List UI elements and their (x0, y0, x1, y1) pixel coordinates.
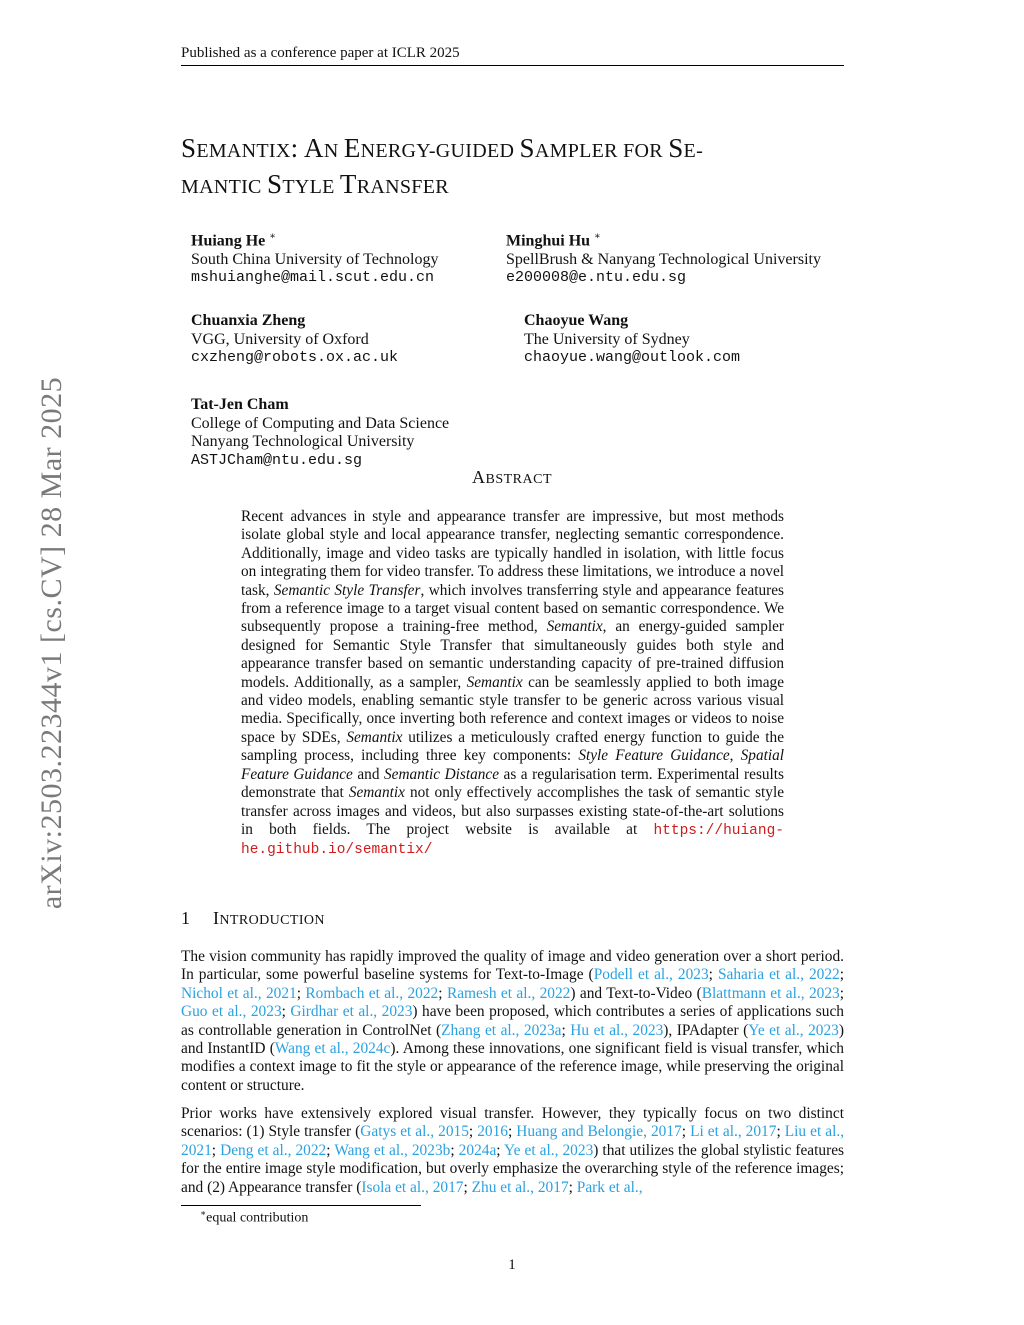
body-text: ). Among these innovations, one significant field is visual transfer, which modifies a context image to fit the style or appearance of the reference image, while preserving the original content or structure. (181, 1040, 844, 1094)
citation-link[interactable]: Hu et al., 2023 (570, 1021, 664, 1039)
author-block (506, 228, 821, 288)
body-text: Prior works have extensively explored visual transfer. However, they typically focus on two distinct scenarios: (1) Style transfer ( (181, 1105, 844, 1141)
citation-link[interactable]: Gatys et al., 2015 (360, 1123, 469, 1141)
title-segment: NERGY-GUIDED (360, 140, 520, 162)
body-text: Recent advances in style and appearance transfer are impressive, but most methods isolate global style and local appearance transfer, neglecting semantic correspondence. Additionally, image and video tasks are typically handled in isolation, with little focus on integrating them for video transfer. To address these limitations, we introduce a novel task, (241, 508, 784, 599)
body-text: ; (496, 1141, 505, 1159)
author-email[interactable]: mshuianghe@mail.scut.edu.cn (191, 269, 435, 287)
abstract-body (241, 508, 784, 860)
emphasis-text: Semantic Style Transfer (273, 581, 421, 599)
body-text: as a regularisation term. Experimental results demonstrate that (241, 765, 784, 802)
citation-link[interactable]: Ye et al., 2023 (504, 1141, 594, 1159)
title-segment: S (519, 133, 535, 163)
author-name: Chuanxia Zheng (191, 312, 306, 329)
title-segment: AMPLER FOR (534, 140, 669, 162)
citation-link[interactable]: Nichol et al., 2021 (181, 984, 297, 1002)
author-name: Huiang He ∗ (191, 231, 277, 250)
body-text: ) and InstantID ( (181, 1021, 844, 1058)
author-name: Tat-Jen Cham (191, 396, 289, 413)
title-segment: S (181, 133, 197, 163)
citation-link[interactable]: Saharia et al., 2022 (717, 966, 840, 984)
author-name: Minghui Hu ∗ (506, 231, 601, 250)
body-text: ; (776, 1123, 785, 1141)
emphasis-text: Spatial Feature Guidance (241, 747, 784, 783)
citation-link[interactable]: 2024a (458, 1141, 497, 1159)
citation-link[interactable]: Ye et al., 2023 (748, 1021, 839, 1039)
paper-title (181, 132, 861, 204)
citation-link[interactable]: Wang et al., 2023b (334, 1141, 451, 1159)
intro-paragraph-2 (181, 1105, 844, 1197)
emphasis-text: Semantix (348, 784, 405, 802)
body-text: ; (839, 966, 845, 984)
citation-link[interactable]: 2016 (477, 1123, 508, 1141)
body-text: ; (450, 1141, 459, 1159)
citation-link[interactable]: Ramesh et al., 2022 (446, 984, 571, 1002)
citation-link[interactable]: Podell et al., 2023 (593, 966, 709, 984)
body-text: The vision community has rapidly improved the quality of image and video generation over a short period. In particular, some powerful baseline systems for Text-to-Image ( (181, 948, 844, 984)
title-segment: N (323, 140, 344, 162)
body-text: ; (568, 1178, 577, 1196)
header-rule (181, 65, 844, 66)
emphasis-text: Semantix (546, 618, 603, 636)
citation-link[interactable]: Guo et al., 2023 (181, 1003, 282, 1021)
author-name: Chaoyue Wang (524, 312, 629, 329)
title-line-2 (181, 168, 861, 204)
arxiv-stamp: arXiv:2503.22344v1 [cs.CV] 28 Mar 2025 (35, 376, 68, 910)
section-heading-introduction: 1 INTRODUCTION (181, 908, 325, 928)
author-affiliation: The University of Sydney (524, 330, 690, 348)
body-text: , an energy-guided sampler designed for Semantic Style Transfer that simultaneously guides both style and appearance transfer based on semantic understanding capacity of pre-trained diffusion models. Additionally, as a sampler, (241, 618, 784, 691)
title-segment: : A (290, 133, 324, 163)
body-text: ; (561, 1021, 571, 1039)
footnote-rule (181, 1205, 421, 1206)
intro-paragraph-1 (181, 948, 844, 1095)
title-segment: E- (683, 140, 704, 162)
body-text: ; (681, 1123, 691, 1141)
citation-link[interactable]: Liu et al., 2021 (181, 1123, 845, 1159)
body-text: ; (463, 1178, 472, 1196)
title-segment: EMANTIX (196, 140, 291, 162)
emphasis-text: Semantic Distance (384, 765, 499, 783)
project-url-link[interactable]: https://huiang-he.github.io/semantix/ (241, 822, 784, 859)
author-affiliation: Nanyang Technological University (191, 433, 415, 450)
citation-link[interactable]: Wang et al., 2024c (274, 1040, 391, 1058)
body-text: not only effectively accomplishes the task of semantic style transfer across images and videos, but also surpasses existing state-of-the-art solutions in both fields. The project website is available at (241, 784, 784, 838)
title-line-1 (181, 132, 861, 168)
body-text: utilizes a meticulously crafted energy function to guide the sampling process, including three key components: (241, 728, 784, 765)
citation-link[interactable]: Huang and Belongie, 2017 (516, 1123, 682, 1141)
body-text: ; (296, 984, 306, 1002)
author-email[interactable]: cxzheng@robots.ox.ac.uk (191, 349, 399, 366)
body-text: , which involves transferring style and appearance features from a reference image to a target visual content based on semantic correspondence. We subsequently propose a training-free method, (241, 581, 785, 636)
body-text: ; (708, 966, 718, 984)
author-affiliation: VGG, University of Oxford (191, 330, 369, 348)
body-text: can be seamlessly applied to both image and video models, enabling semantic style transfer to be generic across various visual media. Specifically, once inverting both reference and context images or videos to noise space by SDEs, (241, 673, 784, 746)
body-text: ), IPAdapter ( (663, 1021, 749, 1039)
page-number: 1 (508, 1257, 516, 1273)
author-affiliation: South China University of Technology (191, 250, 439, 268)
author-email[interactable]: ASTJCham@ntu.edu.sg (191, 451, 363, 469)
author-email[interactable]: e200008@e.ntu.edu.sg (506, 269, 687, 287)
body-text: ) that utilizes the global stylistic features for the entire image style modification, but overly emphasize the overarching style of the reference images; and (2) Appearance transfer ( (181, 1141, 845, 1196)
author-block (191, 228, 438, 288)
running-header: Published as a conference paper at ICLR 2025 (181, 45, 460, 61)
emphasis-text: Style Feature Guidance (578, 747, 730, 765)
citation-link[interactable]: Zhu et al., 2017 (471, 1178, 569, 1196)
citation-link[interactable]: Li et al., 2017 (690, 1123, 777, 1141)
body-text: ) have been proposed, which contributes a series of applications such as controllable generation in ControlNet ( (181, 1003, 844, 1039)
title-segment: S (668, 133, 684, 163)
body-text: ; (281, 1003, 291, 1021)
body-text: ; (438, 984, 447, 1002)
title-segment: MANTIC (181, 176, 267, 198)
body-text: ; (326, 1141, 335, 1159)
emphasis-text: Semantix (466, 673, 523, 691)
body-text: ) and Text-to-Video ( (570, 984, 702, 1002)
body-text: , (729, 747, 741, 765)
body-text: ; (839, 984, 845, 1002)
citation-link[interactable]: Park et al., (576, 1178, 643, 1196)
emphasis-text: Semantix (346, 728, 403, 746)
citation-link[interactable]: Zhang et al., 2023a (441, 1021, 562, 1039)
title-segment: T (339, 169, 357, 199)
author-email[interactable]: chaoyue.wang@outlook.com (524, 349, 741, 366)
abstract-heading: ABSTRACT (471, 467, 552, 487)
body-text: ; (507, 1123, 517, 1141)
author-affiliation: SpellBrush & Nanyang Technological University (506, 250, 821, 268)
body-text: and (352, 765, 385, 783)
citation-link[interactable]: Blattmann et al., 2023 (701, 984, 840, 1002)
title-segment: TYLE (282, 176, 340, 198)
citation-link[interactable]: Deng et al., 2022 (220, 1141, 327, 1159)
author-affiliation: College of Computing and Data Science (191, 414, 450, 432)
citation-link[interactable]: Isola et al., 2017 (361, 1178, 464, 1196)
citation-link[interactable]: Rombach et al., 2022 (305, 984, 439, 1002)
footnote: ∗equal contribution (200, 1208, 309, 1226)
title-segment: RANSFER (356, 176, 449, 198)
title-segment: S (267, 169, 283, 199)
title-segment: E (343, 133, 361, 163)
author-block (524, 312, 740, 368)
citation-link[interactable]: Girdhar et al., 2023 (290, 1003, 413, 1021)
author-block (191, 312, 398, 368)
author-block (191, 396, 449, 470)
body-text: ; (211, 1141, 221, 1159)
body-text: ; (468, 1123, 478, 1141)
